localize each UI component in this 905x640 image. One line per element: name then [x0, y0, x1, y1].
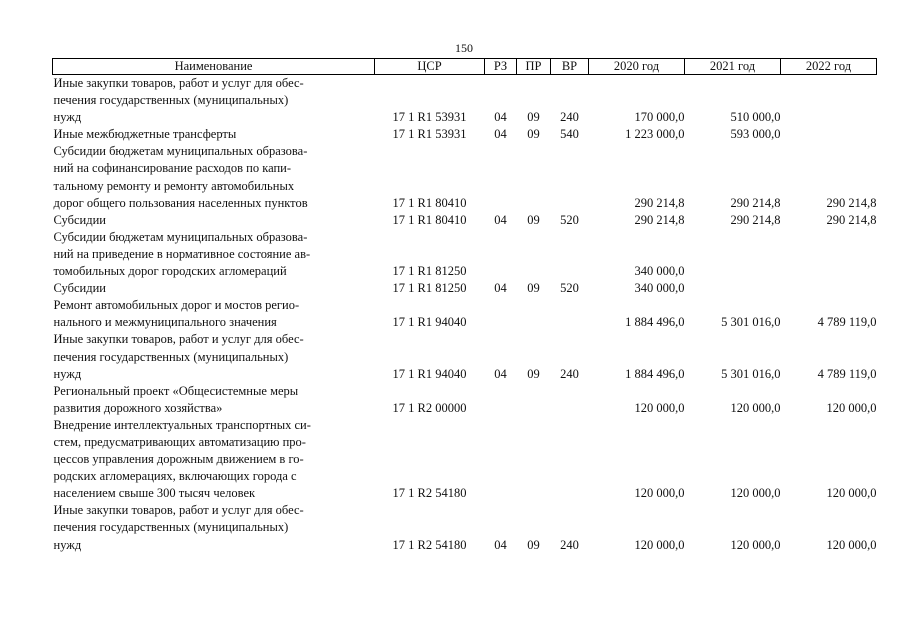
row-rz: 04 [494, 537, 507, 552]
row-csr: 17 1 R2 00000 [392, 400, 467, 415]
row-csr: 17 1 R1 80410 [392, 212, 467, 227]
row-name-line: ний на приведение в нормативное состояние ав- [53, 246, 311, 261]
row-name-line: ний на софинансирование расходов по капи- [53, 161, 291, 176]
row-name [53, 280, 375, 297]
row-csr: 17 1 R1 53931 [392, 127, 467, 142]
row-csr: 17 1 R1 81250 [392, 281, 467, 296]
table-row [53, 331, 877, 382]
row-csr: 17 1 R1 80410 [392, 195, 467, 210]
row-name-line: Субсидии [53, 281, 106, 296]
row-name-line: Субсидии [53, 212, 106, 227]
row-name-line: Ремонт автомобильных дорог и мостов регио- [53, 298, 300, 313]
header-2020: 2020 год [589, 59, 685, 75]
header-2021: 2021 год [685, 59, 781, 75]
row-csr: 17 1 R1 94040 [392, 366, 467, 381]
row-vr: 240 [560, 366, 579, 381]
row-rz [485, 383, 517, 417]
row-vr [551, 417, 589, 502]
row-name [53, 75, 375, 127]
row-2020: 1 884 496,0 [625, 366, 685, 381]
row-vr [551, 383, 589, 417]
row-vr [551, 143, 589, 211]
row-csr: 17 1 R1 53931 [392, 110, 467, 125]
row-name-line: печения государственных (муниципальных) [53, 93, 289, 108]
row-2020: 290 214,8 [634, 195, 685, 210]
table-row [53, 383, 877, 417]
row-pr: 09 [527, 127, 540, 142]
row-name-line: нужд [53, 366, 82, 381]
row-2020: 170 000,0 [634, 110, 685, 125]
row-csr: 17 1 R1 81250 [392, 264, 467, 279]
row-rz [485, 297, 517, 331]
row-2021: 510 000,0 [730, 110, 781, 125]
table-row [53, 75, 877, 127]
header-2022: 2022 год [781, 59, 877, 75]
row-2022: 120 000,0 [826, 486, 877, 501]
table-row [53, 280, 877, 297]
row-2022 [781, 280, 877, 297]
row-rz [485, 417, 517, 502]
row-2021 [685, 229, 781, 280]
row-name-line: Региональный проект «Общесистемные меры [53, 383, 299, 398]
row-name-line: Иные межбюджетные трансферты [53, 127, 237, 142]
row-2021: 593 000,0 [730, 127, 781, 142]
row-name-line: нужд [53, 537, 82, 552]
table-header-row [53, 59, 877, 75]
row-name-line: нального и межмуниципального значения [53, 315, 277, 330]
row-vr: 240 [560, 537, 579, 552]
row-pr [517, 297, 551, 331]
row-name-line: стем, предусматривающих автоматизацию про- [53, 434, 306, 449]
header-vr: ВР [551, 59, 589, 75]
row-name-line: Субсидии бюджетам муниципальных образова- [53, 144, 308, 159]
row-rz: 04 [494, 110, 507, 125]
row-rz: 04 [494, 281, 507, 296]
table-row [53, 143, 877, 211]
row-pr: 09 [527, 110, 540, 125]
row-2022: 4 789 119,0 [817, 315, 877, 330]
row-2020: 120 000,0 [634, 486, 685, 501]
row-pr: 09 [527, 537, 540, 552]
row-2020: 120 000,0 [634, 537, 685, 552]
row-2022: 120 000,0 [826, 400, 877, 415]
row-vr: 240 [560, 110, 579, 125]
row-pr: 09 [527, 366, 540, 381]
header-rz: РЗ [485, 59, 517, 75]
table-row [53, 297, 877, 331]
row-2022 [781, 75, 877, 127]
row-name-line: Субсидии бюджетам муниципальных образова- [53, 229, 308, 244]
row-rz: 04 [494, 212, 507, 227]
row-name [53, 126, 375, 143]
row-2021: 290 214,8 [730, 195, 781, 210]
row-name-line: Иные закупки товаров, работ и услуг для обес- [53, 503, 304, 518]
row-2021: 5 301 016,0 [721, 315, 781, 330]
row-pr [517, 143, 551, 211]
table-row [53, 126, 877, 143]
row-pr: 09 [527, 281, 540, 296]
row-name [53, 417, 375, 502]
row-vr: 540 [560, 127, 579, 142]
row-2021: 120 000,0 [730, 486, 781, 501]
row-2022: 290 214,8 [826, 212, 877, 227]
row-2020: 340 000,0 [634, 281, 685, 296]
table-row [53, 212, 877, 229]
row-name [53, 229, 375, 280]
row-name-line: дорог общего пользования населенных пунктов [53, 195, 308, 210]
row-name [53, 212, 375, 229]
row-2020: 120 000,0 [634, 400, 685, 415]
row-vr: 520 [560, 281, 579, 296]
row-pr: 09 [527, 212, 540, 227]
header-name: Наименование [53, 59, 375, 75]
row-2020: 1 223 000,0 [625, 127, 685, 142]
row-name [53, 143, 375, 211]
row-name-line: Иные закупки товаров, работ и услуг для обес- [53, 76, 304, 90]
row-2022: 290 214,8 [826, 195, 877, 210]
row-name-line: Иные закупки товаров, работ и услуг для обес- [53, 332, 304, 347]
row-rz [485, 143, 517, 211]
row-name-line: нужд [53, 110, 82, 125]
row-vr [551, 229, 589, 280]
row-2020: 340 000,0 [634, 264, 685, 279]
row-rz [485, 229, 517, 280]
table-row [53, 229, 877, 280]
row-csr: 17 1 R2 54180 [392, 537, 467, 552]
table-row [53, 502, 877, 553]
row-2020: 290 214,8 [634, 212, 685, 227]
budget-table [52, 58, 877, 554]
row-name-line: Внедрение интеллектуальных транспортных си- [53, 417, 311, 432]
table-row [53, 417, 877, 502]
row-rz: 04 [494, 366, 507, 381]
row-name-line: развития дорожного хозяйства» [53, 400, 223, 415]
row-pr [517, 229, 551, 280]
row-2021: 5 301 016,0 [721, 366, 781, 381]
row-2021: 120 000,0 [730, 537, 781, 552]
row-2020: 1 884 496,0 [625, 315, 685, 330]
row-name-line: печения государственных (муниципальных) [53, 520, 289, 535]
row-csr: 17 1 R1 94040 [392, 315, 467, 330]
header-pr: ПР [517, 59, 551, 75]
row-2021: 290 214,8 [730, 212, 781, 227]
row-name-line: цессов управления дорожным движением в го- [53, 452, 304, 467]
row-name [53, 502, 375, 553]
row-name-line: населением свыше 300 тысяч человек [53, 486, 256, 501]
row-csr: 17 1 R2 54180 [392, 486, 467, 501]
row-2022: 4 789 119,0 [817, 366, 877, 381]
page-number: 150 [455, 41, 473, 55]
row-name-line: тальному ремонту и ремонту автомобильных [53, 178, 295, 193]
row-2021: 120 000,0 [730, 400, 781, 415]
row-name [53, 331, 375, 382]
row-vr: 520 [560, 212, 579, 227]
row-2022 [781, 229, 877, 280]
row-2021 [685, 280, 781, 297]
header-csr: ЦСР [375, 59, 485, 75]
row-2022: 120 000,0 [826, 537, 877, 552]
row-pr [517, 417, 551, 502]
row-name-line: родских агломерациях, включающих города с [53, 469, 297, 484]
row-pr [517, 383, 551, 417]
row-name [53, 383, 375, 417]
row-name-line: томобильных дорог городских агломераций [53, 264, 287, 279]
row-name [53, 297, 375, 331]
row-vr [551, 297, 589, 331]
row-name-line: печения государственных (муниципальных) [53, 349, 289, 364]
row-2022 [781, 126, 877, 143]
row-rz: 04 [494, 127, 507, 142]
